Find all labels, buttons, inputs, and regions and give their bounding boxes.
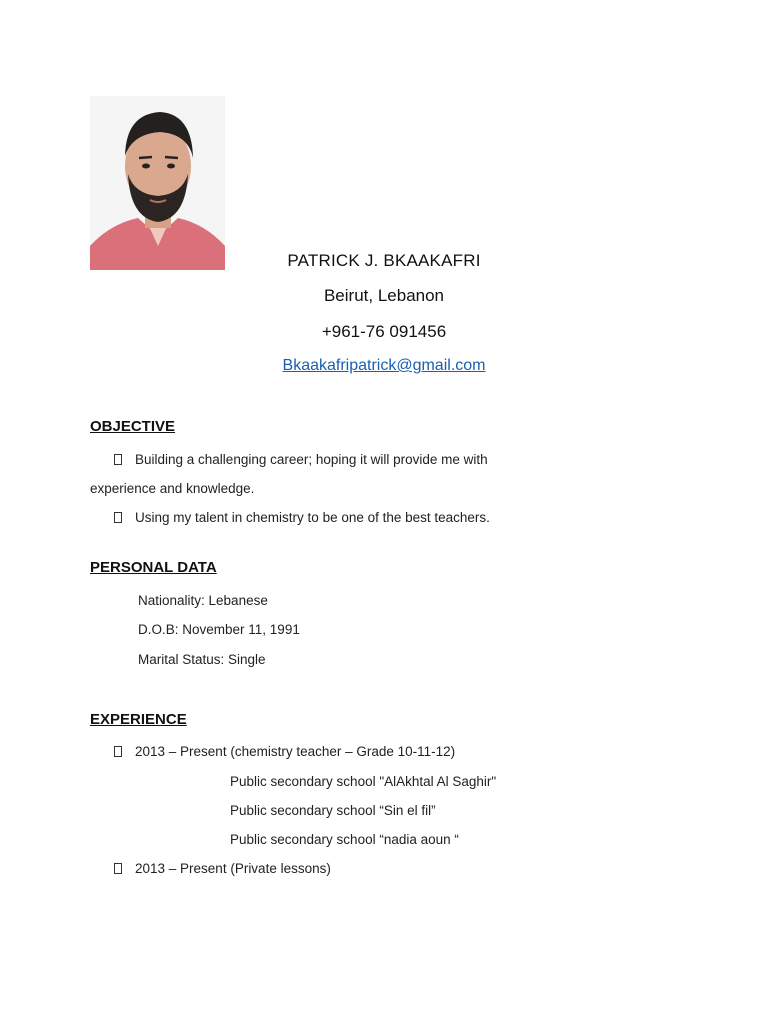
experience-item-1: 2013 – Present (chemistry teacher – Grade 10-11-12) [135,744,456,759]
experience-item-2: 2013 – Present (Private lessons) [135,861,331,876]
bullet-icon [114,512,122,523]
marital-status: Marital Status: Single [138,652,266,667]
bullet-icon [114,746,122,757]
bullet-icon [114,454,122,465]
candidate-name: PATRICK J. BKAAKAFRI [287,251,481,270]
personal-data-heading: PERSONAL DATA [90,559,217,576]
experience-school-1: Public secondary school "AlAkhtal Al Saghir" [230,774,497,789]
experience-heading: EXPERIENCE [90,711,187,728]
experience-school-2: Public secondary school “Sin el fil” [230,803,436,818]
objective-heading: OBJECTIVE [90,418,176,435]
bullet-icon [114,863,122,874]
experience-school-3: Public secondary school “nadia aoun “ [230,832,459,847]
candidate-location: Beirut, Lebanon [323,286,445,305]
candidate-phone: +961-76 091456 [321,322,447,341]
date-of-birth: D.O.B: November 11, 1991 [138,622,300,637]
nationality: Nationality: Lebanese [138,593,268,608]
objective-item-1-continued: experience and knowledge. [90,481,255,496]
profile-photo [90,96,225,270]
objective-item-1: Building a challenging career; hoping it will provide me with [135,452,488,467]
objective-item-2: Using my talent in chemistry to be one of the best teachers. [135,510,490,525]
email-link[interactable]: Bkaakafripatrick@gmail.com [282,357,486,374]
